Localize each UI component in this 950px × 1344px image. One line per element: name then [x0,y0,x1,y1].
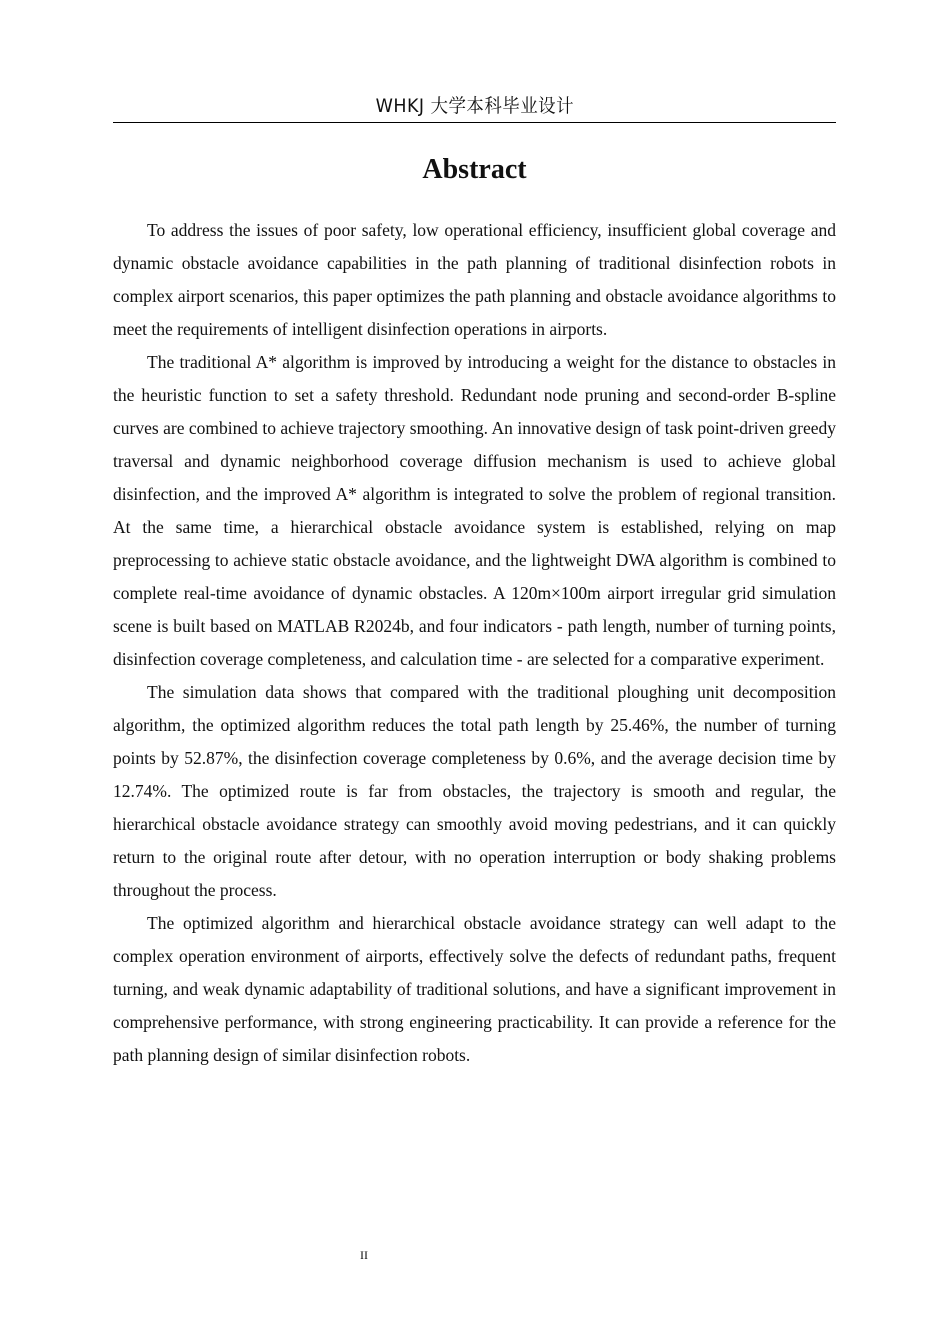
abstract-title: Abstract [422,154,527,185]
page-number: II [360,1248,368,1262]
abstract-paragraph-1: To address the issues of poor safety, low operational efficiency, insufficient global coverage and dynamic obstacle avoidance capabilities in the path planning of traditional disinfection robots in complex airport scenarios, this paper optimizes the path planning and obstacle avoidance algorithms to meet the requirements of intelligent disinfection operations in airports. [113,220,836,339]
abstract-paragraph-4: The optimized algorithm and hierarchical obstacle avoidance strategy can well adapt to the complex operation environment of airports, effectively solve the defects of redundant paths, frequent turning, and weak dynamic adaptability of traditional solutions, and have a significant improvement in comprehensive performance, with strong engineering practicability. It can provide a reference for the path planning design of similar disinfection robots. [113,913,836,1065]
header-text: WHKJ 大学本科毕业设计 [375,95,574,117]
abstract-paragraph-2: The traditional A* algorithm is improved by introducing a weight for the distance to obstacles in the heuristic function to set a safety threshold. Redundant node pruning and second-order B-spline curves are combined to achieve trajectory smoothing. An innovative design of task point-driven greedy traversal and dynamic neighborhood coverage diffusion mechanism is used to achieve global disinfection, and the improved A* algorithm is integrated to solve the problem of regional transition. At the same time, a hierarchical obstacle avoidance system is established, relying on map preprocessing to achieve static obstacle avoidance, and the lightweight DWA algorithm is combined to complete real-time avoidance of dynamic obstacles. A 120m×100m airport irregular grid simulation scene is built based on MATLAB R2024b, and four indicators - path length, number of turning points, disinfection coverage completeness, and calculation time - are selected for a comparative experiment. [113,352,836,669]
abstract-paragraph-3: The simulation data shows that compared with the traditional ploughing unit decomposition algorithm, the optimized algorithm reduces the total path length by 25.46%, the number of turning points by 52.87%, the disinfection coverage completeness by 0.6%, and the average decision time by 12.74%. The optimized route is far from obstacles, the trajectory is smooth and regular, the hierarchical obstacle avoidance strategy can smoothly avoid moving pedestrians, and it can quickly return to the original route after detour, with no operation interruption or body shaking problems throughout the process. [113,682,836,900]
abstract-body [113,214,836,1072]
running-header [113,90,836,123]
